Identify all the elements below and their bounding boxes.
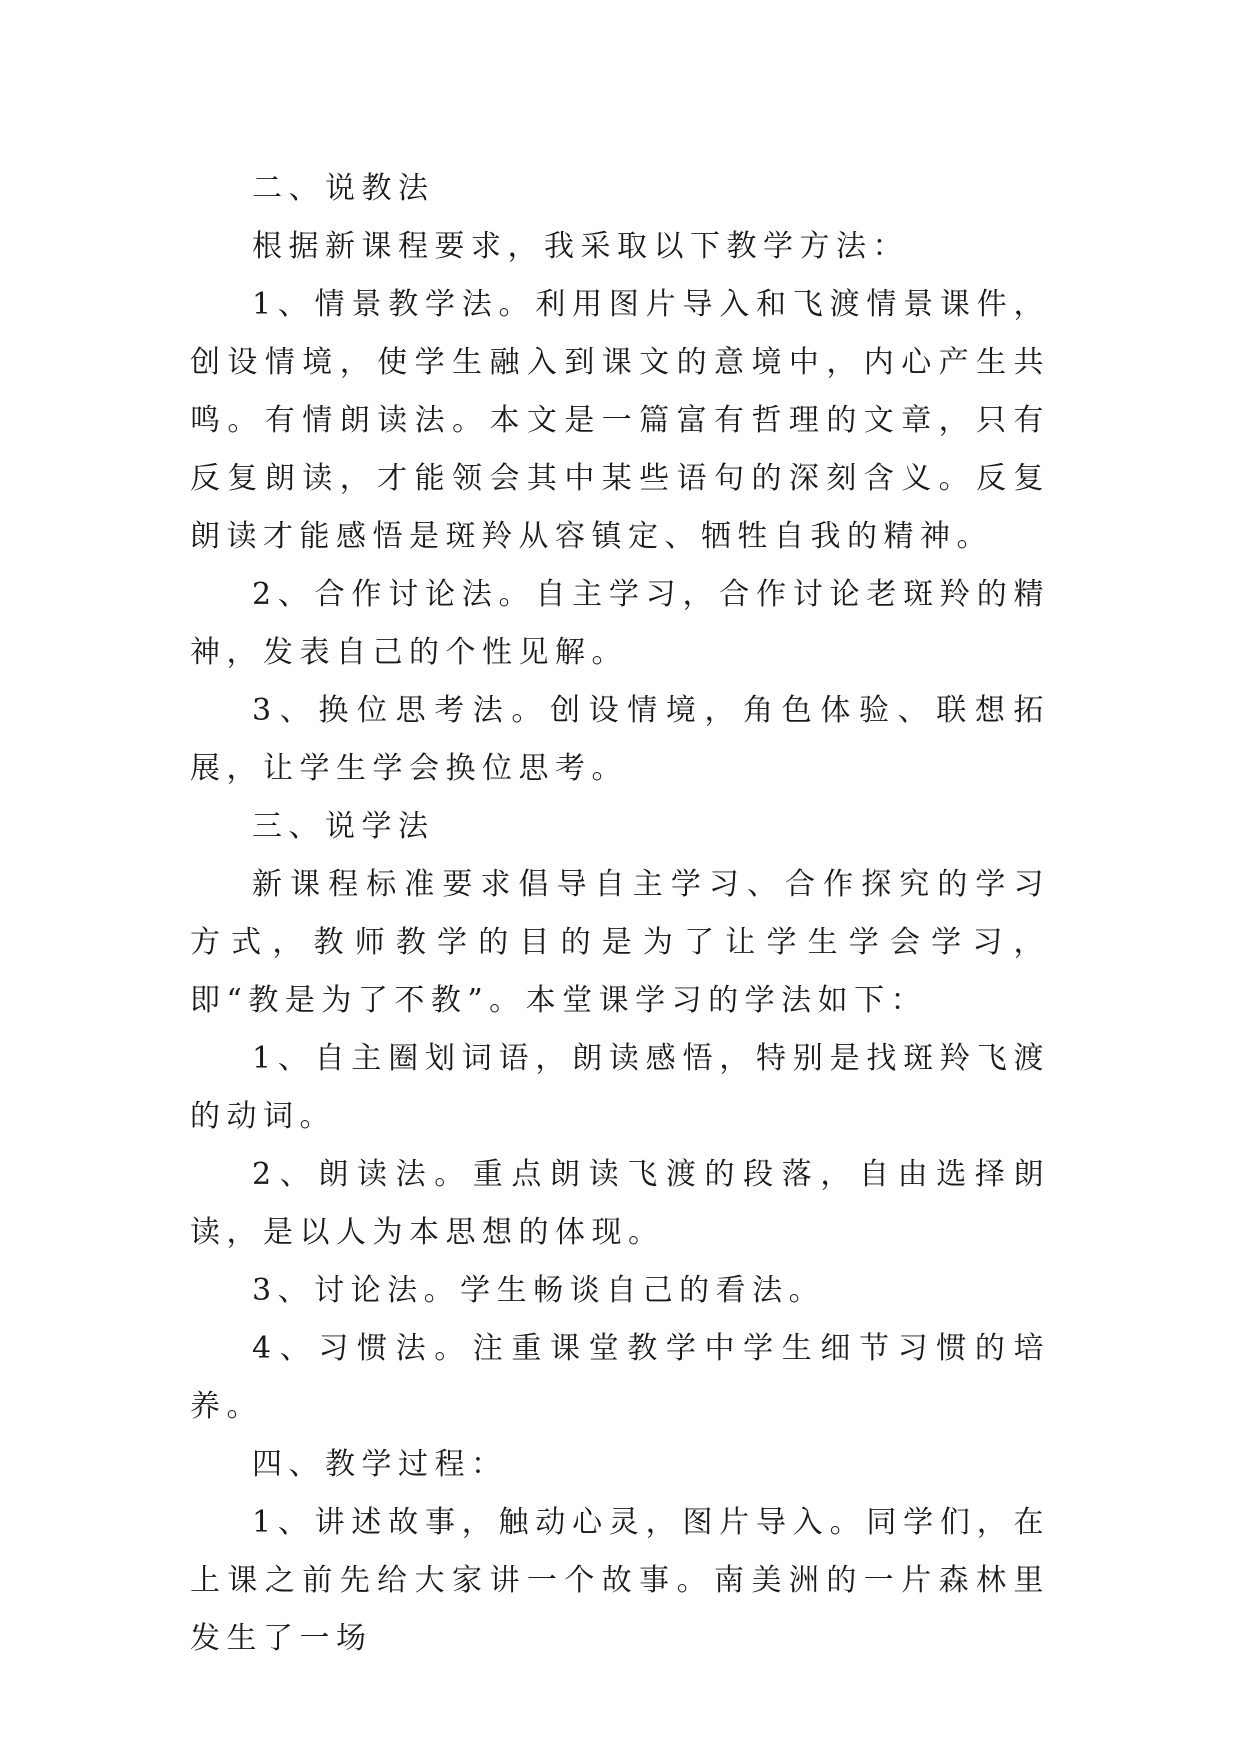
paragraph-learning-3: 3、讨论法。学生畅谈自己的看法。 [252,1273,826,1308]
paragraph-method-2: 2、合作讨论法。自主学习，合作讨论老斑羚的精神，发表自己的个性见解。 [190,577,1050,670]
paragraph-method-3: 3、换位思考法。创设情境，角色体验、联想拓展，让学生学会换位思考。 [190,693,1050,786]
paragraph-learning-4: 4、习惯法。注重课堂教学中学生细节习惯的培养。 [190,1331,1050,1424]
paragraph-method-1: 1、情景教学法。利用图片导入和飞渡情景课件，创设情境，使学生融入到课文的意境中，内心产生共鸣。有情朗读法。本文是一篇富有哲理的文章，只有反复朗读，才能领会其中某些语句的深刻含义。反复朗读才能感悟是斑羚从容镇定、牺牲自我的精神。 [190,287,1050,554]
paragraph-intro-methods: 根据新课程要求，我采取以下教学方法： [252,229,909,264]
paragraph-process-1: 1、讲述故事，触动心灵，图片导入。同学们，在上课之前先给大家讲一个故事。南美洲的一片森林里发生了一场 [190,1505,1050,1656]
paragraph-learning-2: 2、朗读法。重点朗读飞渡的段落，自由选择朗读，是以人为本思想的体现。 [190,1157,1050,1250]
heading-teaching-methods: 二、说教法 [252,171,435,206]
paragraph-intro-learning: 新课程标准要求倡导自主学习、合作探究的学习方式，教师教学的目的是为了让学生学会学习，即“教是为了不教”。本堂课学习的学法如下： [190,867,1050,1018]
document-body [190,160,1050,1668]
heading-teaching-process: 四、教学过程： [252,1447,508,1482]
heading-learning-methods: 三、说学法 [252,809,435,844]
paragraph-learning-1: 1、自主圈划词语，朗读感悟，特别是找斑羚飞渡的动词。 [190,1041,1050,1134]
